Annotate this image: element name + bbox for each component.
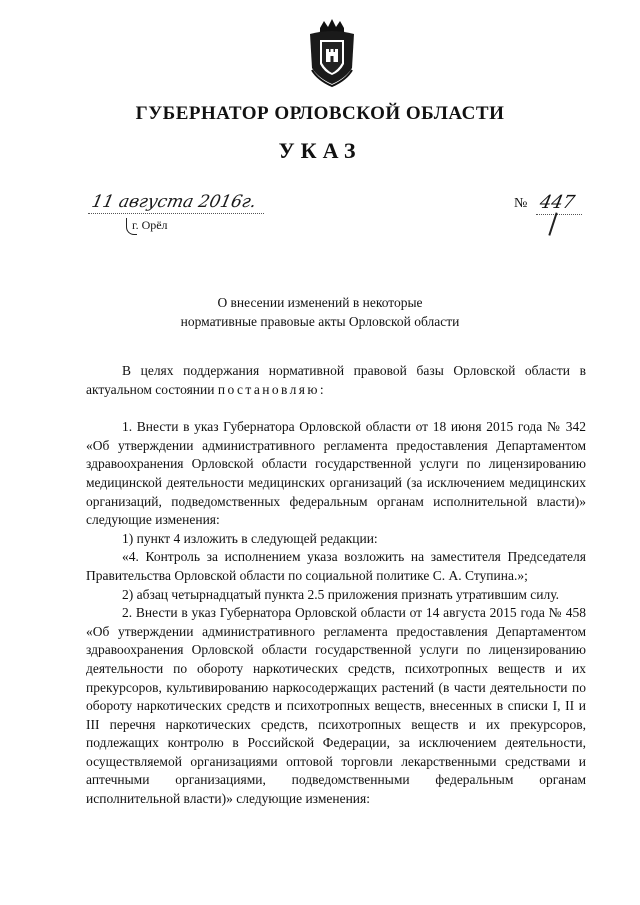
preamble-colon: :	[319, 381, 324, 397]
subject-line-1: О внесении изменений в некоторые	[217, 295, 423, 310]
preamble-paragraph	[86, 362, 586, 399]
decree-date: 11 августа 2016г.	[89, 192, 259, 212]
preamble-decree-word: постановляю	[217, 381, 320, 397]
item-1-subitem-1-text: «4. Контроль за исполнением указа возложить на заместителя Председателя Правительства Орловской области по социальной политике С. А. Ступина.»;	[86, 549, 586, 583]
item-1-subitem-1: 1) пункт 4 изложить в следующей редакции:	[122, 530, 378, 546]
decree-number-label: №	[514, 196, 528, 211]
decree-number: 447	[537, 192, 577, 213]
date-underline	[88, 213, 264, 215]
decree-body	[86, 362, 586, 809]
decree-subject	[0, 293, 640, 331]
decree-city: г. Орёл	[132, 218, 168, 232]
item-2-paragraph: 2. Внести в указ Губернатора Орловской области от 14 августа 2015 года № 458 «Об утверждении административного регламента предоставления Департаментом здравоохранения Орловской области государственной услуги по лицензированию деятельности по обороту наркотических средств, психотропных веществ и их прекурсоров, культивированию наркосодержащих растений (в части деятельности по обороту наркотических средств и психотропных веществ, внесенных в списки I, II и III перечня наркотических средств, психотропных веществ и их прекурсоров, подлежащих контролю в Российской Федерации, за исключением деятельности, осуществляемой организациями оптовой торговли лекарственными средствами и аптечными организациями, подведомственными федеральным органам исполнительной власти)» следующие изменения:	[86, 605, 586, 807]
number-pen-stroke	[548, 212, 557, 235]
item-1-paragraph: 1. Внести в указ Губернатора Орловской области от 18 июня 2015 года № 342 «Об утверждении административного регламента предоставления Департаментом здравоохранения Орловской области государственной услуги по лицензированию медицинской деятельности медицинских организаций (за исключением медицинских организаций, подведомственных федеральным органам исполнительной власти)» следующие изменения:	[86, 419, 586, 528]
decree-title: УКАЗ	[278, 138, 362, 163]
preamble-text: В целях поддержания нормативной правовой базы Орловской области в актуальном состоянии	[86, 363, 586, 397]
governor-title: ГУБЕРНАТОР ОРЛОВСКОЙ ОБЛАСТИ	[135, 103, 505, 124]
item-1-subitem-2: 2) абзац четырнадцатый пункта 2.5 приложения признать утратившим силу.	[122, 586, 560, 602]
subject-line-2: нормативные правовые акты Орловской области	[180, 314, 460, 329]
coat-of-arms-emblem	[306, 18, 358, 88]
number-underline	[536, 214, 582, 215]
